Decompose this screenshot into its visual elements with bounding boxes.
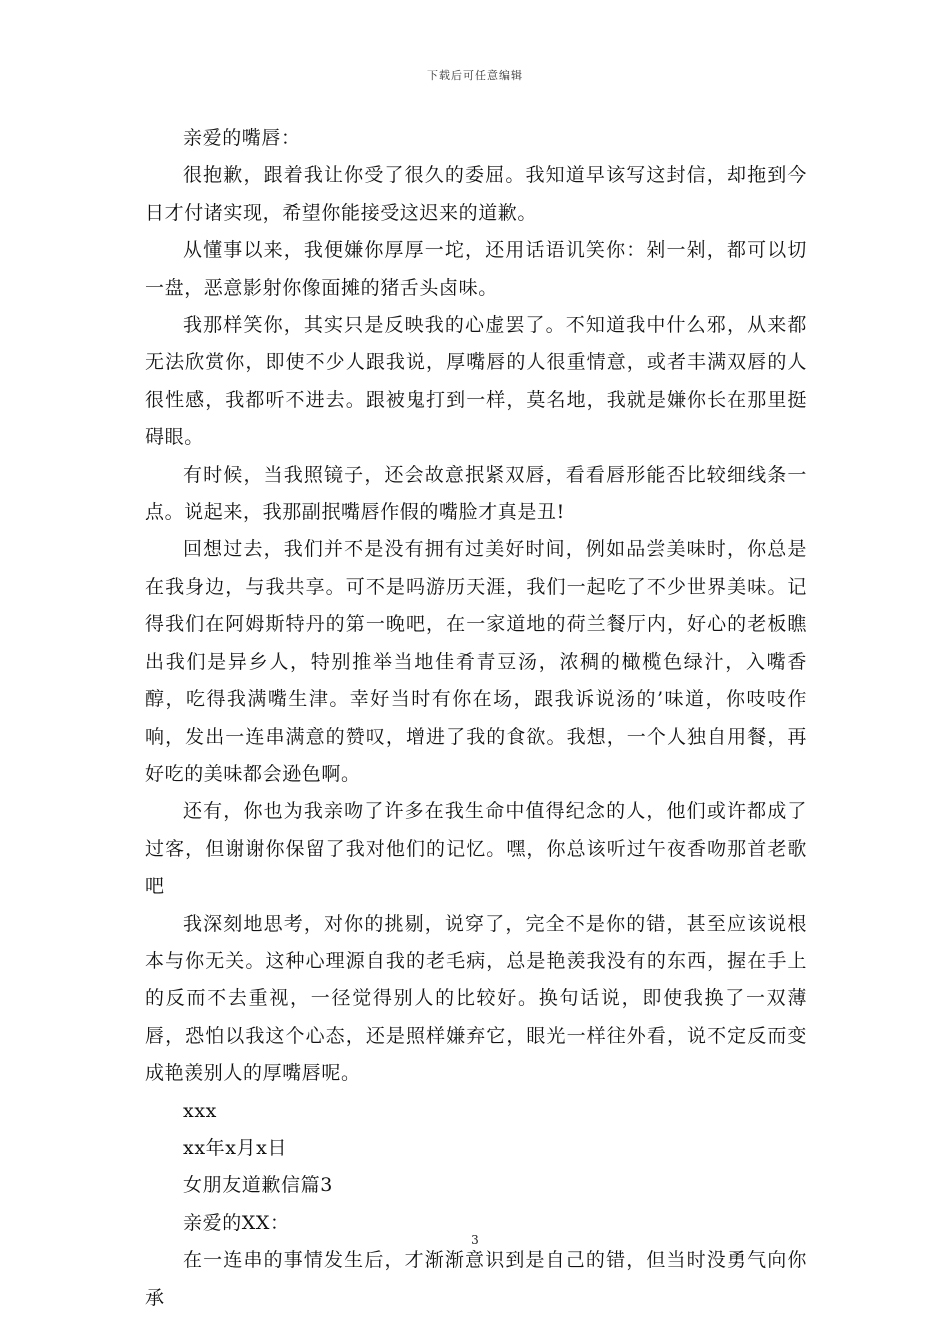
paragraph-memories: 回想过去，我们并不是没有拥有过美好时间，例如品尝美味时，你总是在我身边，与我共享。可不是吗游历天涯，我们一起吃了不少世界美味。记得我们在阿姆斯特丹的第一晚吧，在一家道地的荷兰餐厅内，好心的老板瞧出我们是异乡人，特别推举当地佳肴青豆汤，浓稠的橄榄色绿汁，入嘴香醇，吃得我满嘴生津。幸好当时有你在场，跟我诉说汤的’味道，你吱吱作响，发出一连串满意的赞叹，增进了我的食欲。我想，一个人独自用餐，再好吃的美味都会逊色啊。 (145, 538, 807, 785)
page-number: 3 (471, 1233, 479, 1247)
salutation: 亲爱的嘴唇： (183, 127, 301, 149)
paragraph-apology: 很抱歉，跟着我让你受了很久的委屈。我知道早该写这封信，却拖到今日才付诸实现，希望你能接受这迟来的道歉。 (145, 164, 807, 224)
section-title: 女朋友道歉信篇3 (183, 1174, 333, 1197)
signature-date: xx年x月x日 (183, 1136, 288, 1159)
paragraph-opening-2: 在一连串的事情发生后，才渐渐意识到是自己的错，但当时没勇气向你承 (145, 1249, 807, 1309)
paragraph-reflection: 我深刻地思考，对你的挑剔，说穿了，完全不是你的错，甚至应该说根本与你无关。这种心理源自我的老毛病，总是艳羡我没有的东西，握在手上的反而不去重视，一径觉得别人的比较好。换句话说，即使我换了一双薄唇，恐怕以我这个心态，还是照样嫌弃它，眼光一样往外看，说不定反而变成艳羡别人的厚嘴唇呢。 (145, 912, 807, 1085)
paragraph-kisses: 还有，你也为我亲吻了许多在我生命中值得纪念的人，他们或许都成了过客，但谢谢你保留了我对他们的记忆。嘿，你总该听过午夜香吻那首老歌吧 (145, 800, 807, 898)
document-body (145, 120, 807, 1317)
salutation-2: 亲爱的XX： (183, 1211, 290, 1234)
page-header-note: 下载后可任意编辑 (427, 69, 523, 82)
paragraph-insecurity: 我那样笑你，其实只是反映我的心虚罢了。不知道我中什么邪，从来都无法欣赏你，即使不少人跟我说，厚嘴唇的人很重情意，或者丰满双唇的人很性感，我都听不进去。跟被鬼打到一样，莫名地，我就是嫌你长在那里挺碍眼。 (145, 314, 807, 449)
paragraph-mirror: 有时候，当我照镜子，还会故意抿紧双唇，看看唇形能否比较细线条一点。说起来，我那副抿嘴唇作假的嘴脸才真是丑! (145, 463, 807, 524)
paragraph-childhood: 从懂事以来，我便嫌你厚厚一坨，还用话语讥笑你：剁一剁，都可以切一盘，恶意影射你像面摊的猪舌头卤味。 (145, 239, 807, 299)
signature-name: xxx (183, 1099, 217, 1122)
